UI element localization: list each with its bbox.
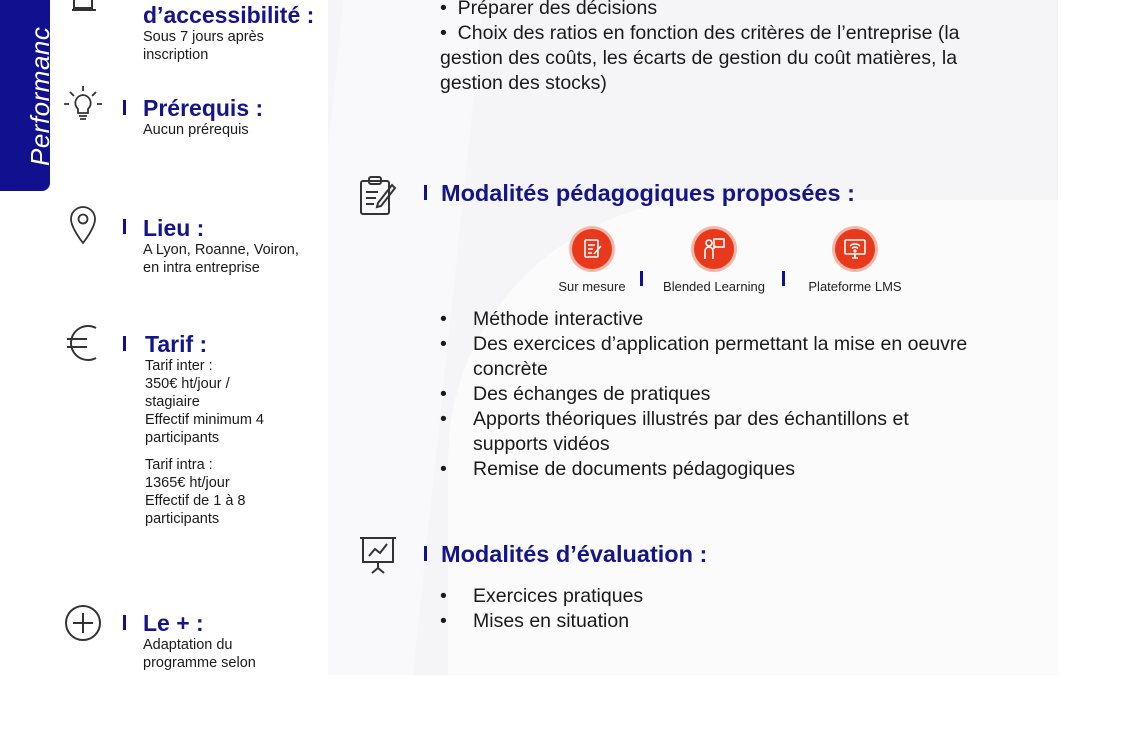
- modalite-item: • Méthode interactive: [440, 307, 1040, 332]
- tarif-line: Tarif intra :: [145, 457, 213, 473]
- mode-blended-learning: [658, 229, 770, 294]
- presentation-chart-icon: [358, 535, 398, 575]
- modalite-text: supports vidéos: [473, 433, 610, 455]
- section-marker: [123, 615, 126, 630]
- tarif-line: 1365€ ht/jour: [145, 475, 230, 491]
- modalite-item: [440, 407, 1040, 457]
- lightbulb-icon: [62, 84, 104, 126]
- objective-text: Choix des ratios en fonction des critères de l’entreprise (la: [457, 22, 960, 44]
- objectives-list: [440, 0, 1040, 96]
- plus-text: [143, 636, 256, 672]
- prereq-title: Prérequis :: [143, 95, 264, 121]
- mode-plateforme-lms: [800, 229, 910, 294]
- plus-title: Le + :: [143, 610, 204, 636]
- vertical-tab: [0, 0, 55, 191]
- plus-circle-icon: [63, 603, 103, 643]
- objective-item: • Préparer des décisions: [440, 0, 1040, 21]
- mode-sur-mesure: [540, 229, 644, 294]
- modalite-text: concrète: [473, 358, 548, 380]
- calendar-icon: [70, 0, 98, 14]
- section-marker: [424, 546, 427, 561]
- access-line: Sous 7 jours après: [143, 29, 264, 45]
- teacher-board-icon: [694, 229, 734, 269]
- vertical-tab-label: Performanc: [25, 26, 55, 166]
- tarif-line: stagiaire: [145, 394, 200, 410]
- mode-label: Blended Learning: [663, 279, 765, 294]
- modalite-text: Des exercices d’application permettant la mise en oeuvre: [473, 333, 968, 355]
- plus-line: programme selon: [143, 655, 256, 671]
- section-marker: [424, 185, 427, 200]
- tarif-line: participants: [145, 511, 220, 527]
- tarif-line: Tarif inter :: [145, 358, 213, 374]
- mode-label: Plateforme LMS: [808, 279, 902, 294]
- tarif-intra: [145, 456, 246, 528]
- clipboard-edit-icon: [357, 174, 399, 216]
- tarif-line: Effectif minimum 4: [145, 412, 264, 428]
- tarif-line: participants: [145, 430, 220, 446]
- prereq-text: [143, 121, 249, 139]
- section-marker: [123, 100, 126, 115]
- modalites-title: Modalités pédagogiques proposées :: [441, 180, 855, 206]
- prereq-line: Aucun prérequis: [143, 122, 249, 138]
- objective-text: Préparer des décisions: [457, 0, 658, 19]
- section-marker: [123, 336, 126, 351]
- tarif-line: Effectif de 1 à 8: [145, 493, 246, 509]
- lieu-line: en intra entreprise: [143, 260, 260, 276]
- objective-item: • Choix des ratios en fonction des critères de l’entreprise (la: [440, 22, 960, 44]
- mode-separator: [640, 271, 643, 286]
- modalite-item: [440, 332, 1040, 382]
- modalite-item: • Des échanges de pratiques: [440, 382, 1040, 407]
- evaluation-item: • Mises en situation: [440, 609, 1040, 634]
- modalite-item: • Remise de documents pédagogiques: [440, 457, 1040, 482]
- access-text: [143, 28, 264, 64]
- tarif-title: Tarif :: [145, 331, 208, 357]
- evaluation-item: • Exercices pratiques: [440, 584, 1040, 609]
- evaluation-list: [440, 584, 1040, 634]
- access-title: d’accessibilité :: [143, 2, 315, 28]
- monitor-wifi-icon: [835, 229, 875, 269]
- lieu-line: A Lyon, Roanne, Voiron,: [143, 242, 299, 258]
- evaluation-title: Modalités d’évaluation :: [441, 541, 708, 567]
- lieu-title: Lieu :: [143, 215, 205, 241]
- modalite-text: Apports théoriques illustrés par des échantillons et: [473, 408, 909, 430]
- tarif-inter: [145, 357, 264, 447]
- lieu-text: [143, 241, 299, 277]
- tarif-line: 350€ ht/jour /: [145, 376, 230, 392]
- document-edit-icon: [572, 229, 612, 269]
- mode-label: Sur mesure: [558, 279, 626, 294]
- objective-text: gestion des stocks): [440, 72, 607, 94]
- section-marker: [123, 219, 126, 234]
- euro-icon: [65, 322, 101, 364]
- plus-line: Adaptation du: [143, 637, 233, 653]
- mode-separator: [782, 271, 785, 286]
- location-pin-icon: [67, 205, 99, 247]
- access-line: inscription: [143, 47, 209, 63]
- modalites-list: [440, 307, 1040, 482]
- objective-text: gestion des coûts, les écarts de gestion du coût matières, la: [440, 47, 958, 69]
